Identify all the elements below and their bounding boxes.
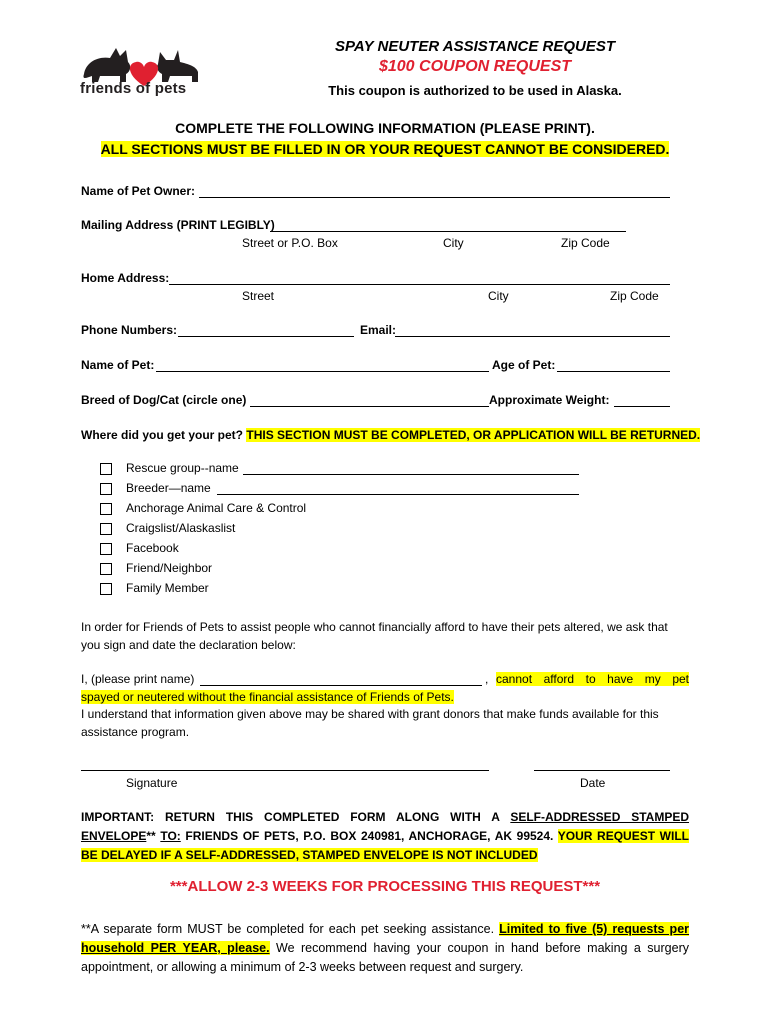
understand-text: I understand that information given above may be shared with grant donors that make funds available for this assistance program. — [81, 707, 659, 739]
checkbox-rescue[interactable] — [100, 463, 112, 475]
footer-note — [81, 920, 689, 977]
breed-field[interactable] — [250, 406, 489, 407]
mailing-street-caption: Street or P.O. Box — [242, 236, 338, 250]
email-label: Email: — [360, 323, 397, 337]
home-zip-caption: Zip Code — [610, 289, 659, 303]
print-name-label: I, (please print name) — [81, 672, 195, 686]
footer-part-3: We recommend having your coupon in hand before making a surgery appointment, or allowing a minimum of 2-3 weeks between request and surgery. — [81, 941, 689, 974]
pet-name-field[interactable] — [156, 371, 489, 372]
source-warning: THIS SECTION MUST BE COMPLETED, OR APPLICATION WILL BE RETURNED. — [246, 428, 701, 442]
important-address: FRIENDS OF PETS, P.O. BOX 240981, ANCHORAGE, AK 99524. — [180, 829, 558, 843]
option-rescue: Rescue group--name — [126, 461, 239, 475]
alaska-note: This coupon is authorized to be used in Alaska. — [328, 83, 622, 98]
home-city-caption: City — [488, 289, 509, 303]
checkbox-acac[interactable] — [100, 503, 112, 515]
mailing-city-caption: City — [443, 236, 464, 250]
declaration-intro: In order for Friends of Pets to assist people who cannot financially afford to have their pets altered, we ask that you sign and date the declaration below: — [81, 620, 668, 652]
form-title: SPAY NEUTER ASSISTANCE REQUEST — [334, 38, 616, 55]
instruction-line-2-wrap — [0, 141, 770, 157]
owner-field[interactable] — [199, 197, 670, 198]
checkbox-facebook[interactable] — [100, 543, 112, 555]
important-part-1: IMPORTANT: RETURN THIS COMPLETED FORM ALONG WITH A — [81, 810, 511, 824]
logo-text: friends of pets — [80, 80, 187, 97]
source-question-wrap — [81, 428, 700, 442]
checkbox-friend[interactable] — [100, 563, 112, 575]
mailing-label: Mailing Address (PRINT LEGIBLY) — [81, 218, 275, 232]
important-to: TO: — [160, 829, 181, 843]
weight-label: Approximate Weight: — [489, 393, 610, 407]
owner-label: Name of Pet Owner: — [81, 184, 196, 198]
print-name-field[interactable] — [200, 685, 482, 686]
home-label: Home Address: — [81, 271, 170, 285]
option-family: Family Member — [126, 581, 209, 595]
important-part-3: ** — [146, 829, 161, 843]
pet-name-label: Name of Pet: — [81, 358, 155, 372]
checkbox-breeder[interactable] — [100, 483, 112, 495]
footer-limit: Limited to five (5) requests per household PER YEAR, please. — [81, 922, 690, 955]
mailing-zip-caption: Zip Code — [561, 236, 610, 250]
option-breeder: Breeder—name — [126, 481, 211, 495]
home-field[interactable] — [169, 284, 670, 285]
instruction-line-2: ALL SECTIONS MUST BE FILLED IN OR YOUR REQUEST CANNOT BE CONSIDERED. — [100, 141, 670, 157]
source-question: Where did you get your pet? — [81, 428, 244, 442]
mailing-field[interactable] — [270, 231, 626, 232]
signature-caption: Signature — [126, 776, 178, 790]
coupon-subtitle: $100 COUPON REQUEST — [378, 58, 572, 75]
pet-age-label: Age of Pet: — [492, 358, 556, 372]
phone-label: Phone Numbers: — [81, 323, 178, 337]
instruction-line-1: COMPLETE THE FOLLOWING INFORMATION (PLEASE PRINT). — [175, 120, 595, 136]
home-street-caption: Street — [242, 289, 275, 303]
important-notice — [81, 808, 689, 865]
option-craigslist: Craigslist/Alaskaslist — [126, 521, 236, 535]
processing-notice: ***ALLOW 2-3 WEEKS FOR PROCESSING THIS REQUEST*** — [169, 878, 601, 895]
important-sase: SELF-ADDRESSED STAMPED ENVELOPE — [81, 810, 689, 843]
rescue-name-field[interactable] — [243, 474, 579, 475]
pet-age-field[interactable] — [557, 371, 670, 372]
breeder-name-field[interactable] — [217, 494, 579, 495]
option-facebook: Facebook — [126, 541, 179, 555]
name-comma: , — [485, 672, 489, 686]
date-caption: Date — [580, 776, 606, 790]
breed-label: Breed of Dog/Cat (circle one) — [81, 393, 247, 407]
weight-field[interactable] — [614, 406, 670, 407]
important-delay-warning: YOUR REQUEST WILL BE DELAYED IF A SELF-ADDRESSED, STAMPED ENVELOPE IS NOT INCLUDED — [81, 829, 689, 862]
footer-part-1: **A separate form MUST be completed for each pet seeking assistance. — [81, 922, 500, 936]
email-field[interactable] — [395, 336, 670, 337]
cannot-afford-text-2: spayed or neutered without the financial assistance of Friends of Pets. — [81, 690, 454, 704]
date-field[interactable] — [534, 770, 670, 771]
checkbox-family[interactable] — [100, 583, 112, 595]
signature-field[interactable] — [81, 770, 489, 771]
checkbox-craigslist[interactable] — [100, 523, 112, 535]
option-acac: Anchorage Animal Care & Control — [126, 501, 307, 515]
cannot-afford-text: cannot afford to have my pet — [496, 672, 689, 686]
option-friend: Friend/Neighbor — [126, 561, 213, 575]
phone-field[interactable] — [178, 336, 354, 337]
